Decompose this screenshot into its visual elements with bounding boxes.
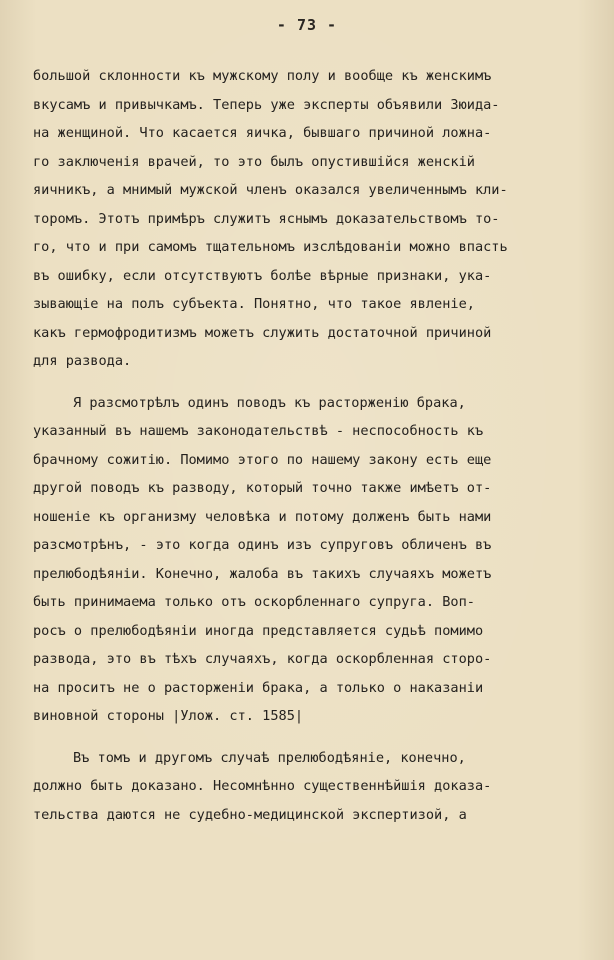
text-line: яичникъ, а мнимый мужской членъ оказался увеличеннымъ кли- [33, 182, 508, 198]
text-line: зывающіе на полъ субъекта. Понятно, что такое явленіе, [33, 296, 475, 312]
text-line: прелюбодѣяніи. Конечно, жалоба въ такихъ случаяхъ можетъ [33, 565, 492, 582]
document-body [33, 62, 593, 829]
text-line: росъ о прелюбодѣяніи иногда представляется судьѣ помимо [33, 622, 484, 639]
text-line: го, что и при самомъ тщательномъ изслѣдованіи можно впасть [33, 239, 508, 255]
text-line: на проситъ не о расторженіи брака, а только о наказаніи [33, 679, 484, 696]
text-line: въ ошибку, если отсутствуютъ болѣе вѣрные признаки, ука- [33, 267, 492, 284]
text-line: развода, это въ тѣхъ случаяхъ, когда оскорбленная сторо- [33, 651, 492, 667]
text-line: должно быть доказано. Несомнѣнно существеннѣйшія доказа- [33, 778, 492, 794]
text-line: указанный въ нашемъ законодательствѣ - неспособность къ [33, 423, 484, 439]
text-line: го заключенія врачей, то это былъ опустившійся женскій [33, 153, 475, 170]
text-line: большой склонности къ мужскому полу и вообще къ женскимъ [33, 68, 492, 84]
paragraph-2 [33, 389, 593, 731]
text-line: быть принимаема только отъ оскорбленнаго супруга. Воп- [33, 594, 475, 610]
text-line: разсмотрѣнъ, - это когда одинъ изъ супруговъ обличенъ въ [33, 537, 492, 553]
text-line: какъ гермофродитизмъ можетъ служить достаточной причиной [33, 324, 492, 341]
paragraph-gap [33, 376, 593, 389]
paragraph-3 [33, 744, 593, 830]
paragraph-gap [33, 731, 593, 744]
text-line: брачному сожитію. Помимо этого по нашему закону есть еще [33, 451, 492, 468]
paragraph-1 [33, 62, 593, 376]
page-number: - 73 - [276, 16, 338, 34]
text-line: тельства даются не судебно-медицинской экспертизой, а [33, 806, 467, 823]
text-line: торомъ. Этотъ примѣръ служитъ яснымъ доказательствомъ то- [33, 210, 500, 227]
text-line: другой поводъ къ разводу, который точно также имѣетъ от- [33, 480, 492, 496]
text-line: для развода. [33, 353, 132, 369]
text-line: Въ томъ и другомъ случаѣ прелюбодѣяніе, конечно, [73, 749, 466, 766]
text-line: вкусамъ и привычкамъ. Теперь уже эксперты объявили Зюида- [33, 96, 500, 113]
text-line: на женщиной. Что касается яичка, бывшаго причиной ложна- [33, 125, 492, 141]
text-line: виновной стороны |Улож. ст. 1585| [33, 708, 304, 724]
text-line: Я разсмотрѣлъ одинъ поводъ къ расторженію брака, [73, 394, 466, 411]
text-line: ношеніе къ организму человѣка и потому долженъ быть нами [33, 508, 492, 525]
